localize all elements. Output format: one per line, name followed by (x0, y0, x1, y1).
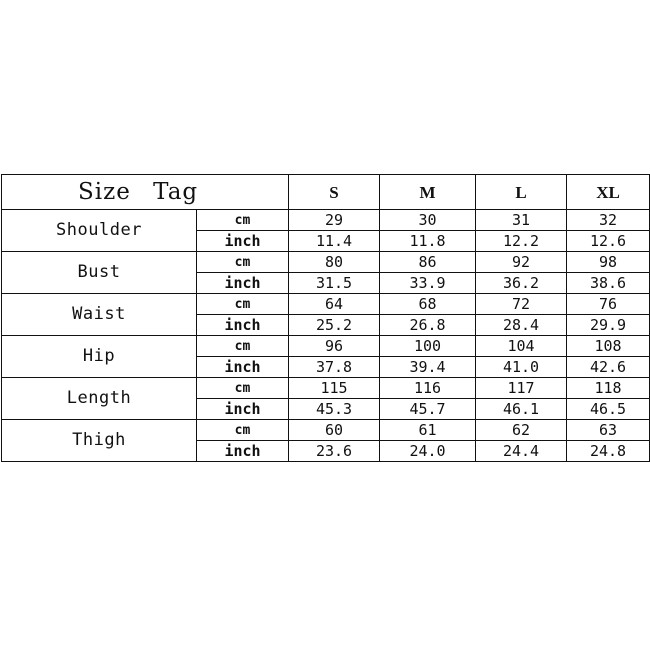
value-cell: 61 (380, 420, 476, 441)
size-header-s: S (289, 175, 380, 210)
measure-name-waist: Waist (2, 294, 197, 336)
value-cell: 38.6 (567, 273, 650, 294)
value-cell: 86 (380, 252, 476, 273)
value-cell: 29.9 (567, 315, 650, 336)
value-cell: 80 (289, 252, 380, 273)
value-cell: 31 (476, 210, 567, 231)
value-cell: 30 (380, 210, 476, 231)
value-cell: 12.2 (476, 231, 567, 252)
table-row (2, 378, 650, 399)
unit-label: cm (197, 210, 289, 231)
value-cell: 92 (476, 252, 567, 273)
value-cell: 25.2 (289, 315, 380, 336)
value-cell: 76 (567, 294, 650, 315)
value-cell: 62 (476, 420, 567, 441)
value-cell: 60 (289, 420, 380, 441)
unit-label: inch (197, 399, 289, 420)
measure-name-shoulder: Shoulder (2, 210, 197, 252)
unit-label: cm (197, 336, 289, 357)
value-cell: 68 (380, 294, 476, 315)
unit-label: cm (197, 252, 289, 273)
value-cell: 31.5 (289, 273, 380, 294)
unit-label: inch (197, 273, 289, 294)
value-cell: 29 (289, 210, 380, 231)
table-row (2, 252, 650, 273)
value-cell: 118 (567, 378, 650, 399)
value-cell: 39.4 (380, 357, 476, 378)
size-chart-table (1, 174, 650, 462)
value-cell: 42.6 (567, 357, 650, 378)
value-cell: 116 (380, 378, 476, 399)
value-cell: 108 (567, 336, 650, 357)
value-cell: 32 (567, 210, 650, 231)
unit-label: inch (197, 231, 289, 252)
value-cell: 63 (567, 420, 650, 441)
value-cell: 24.8 (567, 441, 650, 462)
measure-name-bust: Bust (2, 252, 197, 294)
table-title: Size Tag (2, 175, 289, 210)
size-header-l: L (476, 175, 567, 210)
unit-label: cm (197, 294, 289, 315)
unit-label: inch (197, 441, 289, 462)
value-cell: 100 (380, 336, 476, 357)
value-cell: 104 (476, 336, 567, 357)
table-row (2, 336, 650, 357)
value-cell: 24.4 (476, 441, 567, 462)
value-cell: 11.8 (380, 231, 476, 252)
size-header-m: M (380, 175, 476, 210)
table-row (2, 294, 650, 315)
value-cell: 11.4 (289, 231, 380, 252)
size-header-xl: XL (567, 175, 650, 210)
unit-label: inch (197, 315, 289, 336)
unit-label: cm (197, 378, 289, 399)
value-cell: 46.1 (476, 399, 567, 420)
value-cell: 33.9 (380, 273, 476, 294)
measure-name-thigh: Thigh (2, 420, 197, 462)
value-cell: 41.0 (476, 357, 567, 378)
value-cell: 98 (567, 252, 650, 273)
value-cell: 37.8 (289, 357, 380, 378)
measure-name-hip: Hip (2, 336, 197, 378)
unit-label: inch (197, 357, 289, 378)
measure-name-length: Length (2, 378, 197, 420)
value-cell: 26.8 (380, 315, 476, 336)
value-cell: 45.3 (289, 399, 380, 420)
value-cell: 45.7 (380, 399, 476, 420)
value-cell: 24.0 (380, 441, 476, 462)
value-cell: 117 (476, 378, 567, 399)
value-cell: 96 (289, 336, 380, 357)
value-cell: 23.6 (289, 441, 380, 462)
value-cell: 36.2 (476, 273, 567, 294)
value-cell: 115 (289, 378, 380, 399)
value-cell: 72 (476, 294, 567, 315)
table-row (2, 210, 650, 231)
value-cell: 64 (289, 294, 380, 315)
header-row (2, 175, 650, 210)
unit-label: cm (197, 420, 289, 441)
value-cell: 12.6 (567, 231, 650, 252)
value-cell: 46.5 (567, 399, 650, 420)
table-row (2, 420, 650, 441)
value-cell: 28.4 (476, 315, 567, 336)
